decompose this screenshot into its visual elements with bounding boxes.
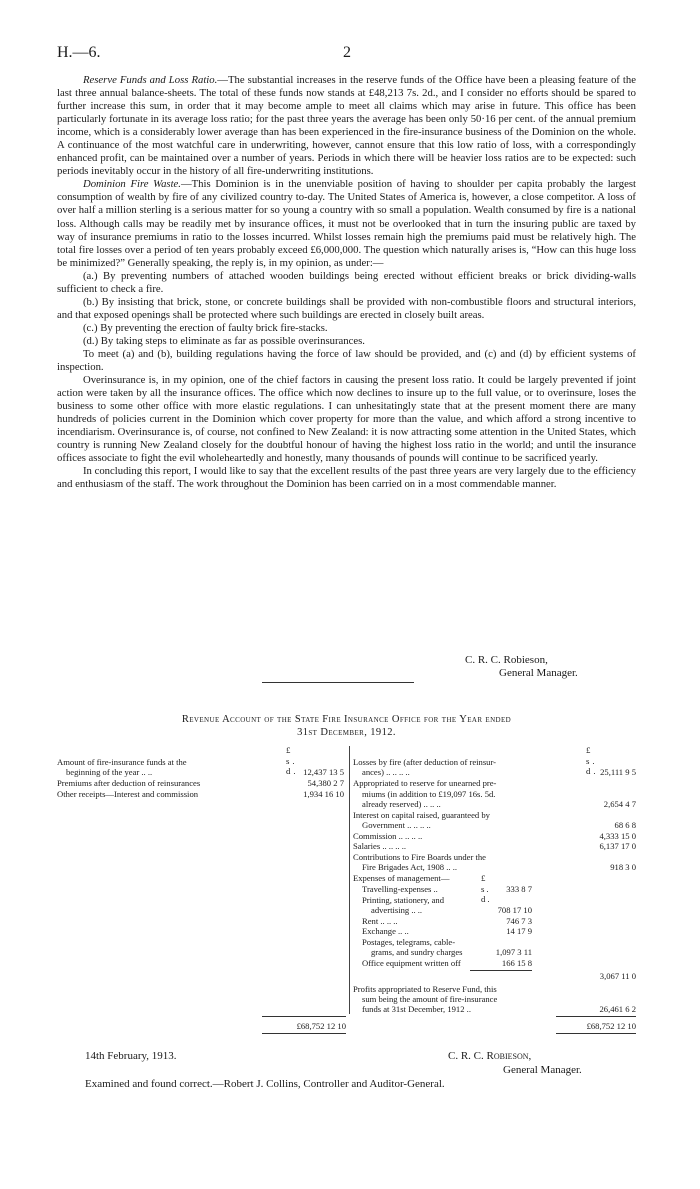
right-item-label: Salaries .. .. .. .. [353, 841, 406, 851]
left-column-head: £ s. d. [286, 745, 299, 776]
document-reference: H.—6. [57, 44, 101, 61]
expense-amount: 1,097 3 11 [495, 947, 532, 957]
right-column-head: £ s. d. [586, 745, 599, 776]
right-item-label-cont: ances) .. .. .. .. [362, 767, 410, 777]
right-item-amount: 6,137 17 0 [599, 841, 636, 851]
profits-label-cont: funds at 31st December, 1912 .. [362, 1004, 471, 1014]
paragraph-heading: Reserve Funds and Loss Ratio. [83, 74, 218, 86]
signature-title: General Manager. [499, 667, 578, 679]
left-item-amount: 1,934 16 10 [303, 789, 344, 799]
left-total-rule [262, 1033, 346, 1034]
paragraph-text: —The substantial increases in the reserve funds of the Office have been a pleasing feature of the last three annual balance-sheets. The total of these funds now stands at £48,213 7s. 2d., and I consider no efforts should be spared to further increase this sum, in order that it may become ample to meet all claims which may arise in future. This office has been particularly fortunate in its average loss ratio; for the past three years the average has been only 50·16 per cent. of the annual premium income, which is a considerably lower average than has been experienced in the fire-insurance business of the Dominion on the whole. A continuance of the most watchful care in underwriting, however, cannot ensure that this low ratio of loss, with a correspondingly enhanced profit, can be maintained over a number of years. Periods in which there will be heavier loss ratios are to be expected: such periods inevitably occur in the history of all fire-underwriting institutions. [57, 74, 636, 178]
left-total-amount: £68,752 12 10 [296, 1021, 346, 1031]
right-total-amount: £68,752 12 10 [586, 1021, 636, 1031]
expense-label: Exchange .. .. [362, 926, 409, 936]
expense-label-cont: advertising .. .. [371, 905, 423, 915]
right-item-amount: 4,333 15 0 [599, 831, 636, 841]
expenses-total-amount: 3,067 11 0 [599, 971, 636, 981]
expense-label: Printing, stationery, and [362, 895, 445, 905]
expense-label: Travelling-expenses .. [362, 884, 438, 894]
footer-signature-name: C. R. C. Robieson, [448, 1050, 532, 1062]
left-item-label: Premiums after deduction of reinsurances [57, 778, 201, 788]
paragraph-overinsurance: Overinsurance is, in my opinion, one of the chief factors in causing the present loss ratio. It could be largely prevented if joint action were taken by all the insurance offices. The office which now declines to insure up to the full value, or to overinsure, loses the business to some other office with more elastic regulations. I can unhesitatingly state that at the present moment there are many hundreds of policies current in the Dominion which cover property for more than the value, and which afford a strong incentive to incendiarism. Overinsurance is, of course, not confined to New Zealand: it is now attracting some attention in the United States, which country is running New Zealand closely for the doubtful honour of having the highest loss ratio in the world; and until the insurance offices associate to fight the evil wholeheartedly and honestly, many thousands of pounds will continue to be sacrificed yearly. [57, 374, 636, 465]
report-body [57, 74, 636, 492]
expenses-heading: Expenses of management— [353, 873, 450, 883]
left-item-label: Other receipts—Interest and commission [57, 789, 199, 799]
right-total-rule [556, 1033, 636, 1034]
paragraph-item-a: (a.) By preventing numbers of attached wooden buildings being erected without efficient breaks or brick dividing-walls sufficient to check a fire. [57, 269, 636, 295]
right-item-amount: 2,654 4 7 [603, 799, 636, 809]
right-item-label-cont: already reserved) .. .. .. [362, 799, 441, 809]
right-item-amount: 918 3 0 [610, 862, 636, 872]
left-total-rule [262, 1016, 346, 1017]
paragraph-heading: Dominion Fire Waste. [83, 178, 181, 191]
paragraph-reserve-funds [57, 74, 636, 178]
account-title [57, 714, 636, 739]
expense-label: Rent .. .. .. [362, 916, 398, 926]
section-divider [262, 682, 414, 683]
right-item-label: Losses by fire (after deduction of reinsur- [353, 757, 497, 767]
left-item-amount: 54,380 2 7 [307, 778, 344, 788]
expenses-subtotal-rule [470, 970, 532, 971]
profits-amount: 26,461 6 2 [599, 1004, 636, 1014]
footer-date: 14th February, 1913. [85, 1050, 177, 1062]
expense-amount: 708 17 10 [497, 905, 532, 915]
right-item-label: Contributions to Fire Boards under the [353, 852, 486, 862]
expense-label: Postages, telegrams, cable- [362, 937, 456, 947]
expense-amount: 166 15 8 [501, 958, 532, 968]
paragraph-text: —This Dominion is in the unenviable position of having to shoulder per capita probably the largest consumption of wealth by fire of any civilized country to-day. The United States of America is, however, a close competitor. A loss of over half a million sterling is a serious matter for so young a country with so small a population. Wealth consumed by fire is a national loss. Although calls may be readily met by insurance offices, it must not be overlooked that in turn the insuring public are taxed by way of insurance premiums in ratio to the losses incurred. Whilst losses remain high the premiums paid must be relatively high. The total fire losses over a period of ten years probably exceed £6,000,000. The question which naturally arises is, “How can this huge loss be minimized?” Generally speaking, the reply is, in my opinion, as under:— [57, 178, 636, 269]
paragraph-item-d: (d.) By taking steps to eliminate as far as possible overinsurances. [83, 334, 365, 347]
paragraph-conclusion: In concluding this report, I would like to say that the excellent results of the past three years are very largely due to the efficiency and enthusiasm of the staff. The work throughout the Dominion has been carried on in a most commendable manner. [57, 465, 636, 491]
profits-label-cont: sum being the amount of fire-insurance [362, 994, 498, 1004]
paragraph-item-b: (b.) By insisting that brick, stone, or concrete buildings shall be provided with non-combustible floors and structural interiors, and that exposed openings shall be protected where such buildings are erected in closely built areas. [57, 295, 636, 321]
account-column-divider [349, 746, 350, 1014]
page-number: 2 [343, 44, 351, 61]
right-item-amount: 68 6 8 [614, 820, 636, 830]
right-item-label-cont: Fire Brigades Act, 1908 .. .. [362, 862, 457, 872]
left-item-label: Amount of fire-insurance funds at the [57, 757, 187, 767]
right-item-amount: 25,111 9 5 [600, 767, 636, 777]
right-total-rule [556, 1016, 636, 1017]
expense-amount: 14 17 9 [506, 926, 532, 936]
expenses-column-head: £ s. d. [481, 873, 492, 904]
footer-signature-title: General Manager. [503, 1064, 582, 1076]
signature-name: C. R. C. Robieson, [465, 654, 548, 666]
right-item-label-cont: Government .. .. .. .. [362, 820, 431, 830]
right-item-label: Appropriated to reserve for unearned pre- [353, 778, 497, 788]
right-item-label: Commission .. .. .. .. [353, 831, 423, 841]
right-item-label-cont: miums (in addition to £19,097 16s. 5d. [362, 789, 496, 799]
profits-label: Profits appropriated to Reserve Fund, this [353, 984, 497, 994]
expense-label-cont: grams, and sundry charges [371, 947, 463, 957]
account-title-line2: 31st December, 1912. [297, 726, 396, 738]
examined-statement: Examined and found correct.—Robert J. Collins, Controller and Auditor-General. [85, 1078, 445, 1090]
right-item-label: Interest on capital raised, guaranteed by [353, 810, 490, 820]
paragraph-regulations: To meet (a) and (b), building regulations having the force of law should be provided, and (c) and (d) by efficient systems of inspection. [57, 347, 636, 374]
paragraph-fire-waste [57, 178, 636, 269]
paragraph-item-c: (c.) By preventing the erection of faulty brick fire-stacks. [83, 321, 328, 334]
expense-amount: 746 7 3 [506, 916, 532, 926]
expense-amount: 333 8 7 [506, 884, 532, 894]
account-title-line1: Revenue Account of the State Fire Insurance Office for the Year ended [181, 714, 512, 725]
expense-label: Office equipment written off [362, 958, 461, 968]
left-item-label-cont: beginning of the year .. .. [66, 767, 153, 777]
left-item-amount: 12,437 13 5 [303, 767, 344, 777]
